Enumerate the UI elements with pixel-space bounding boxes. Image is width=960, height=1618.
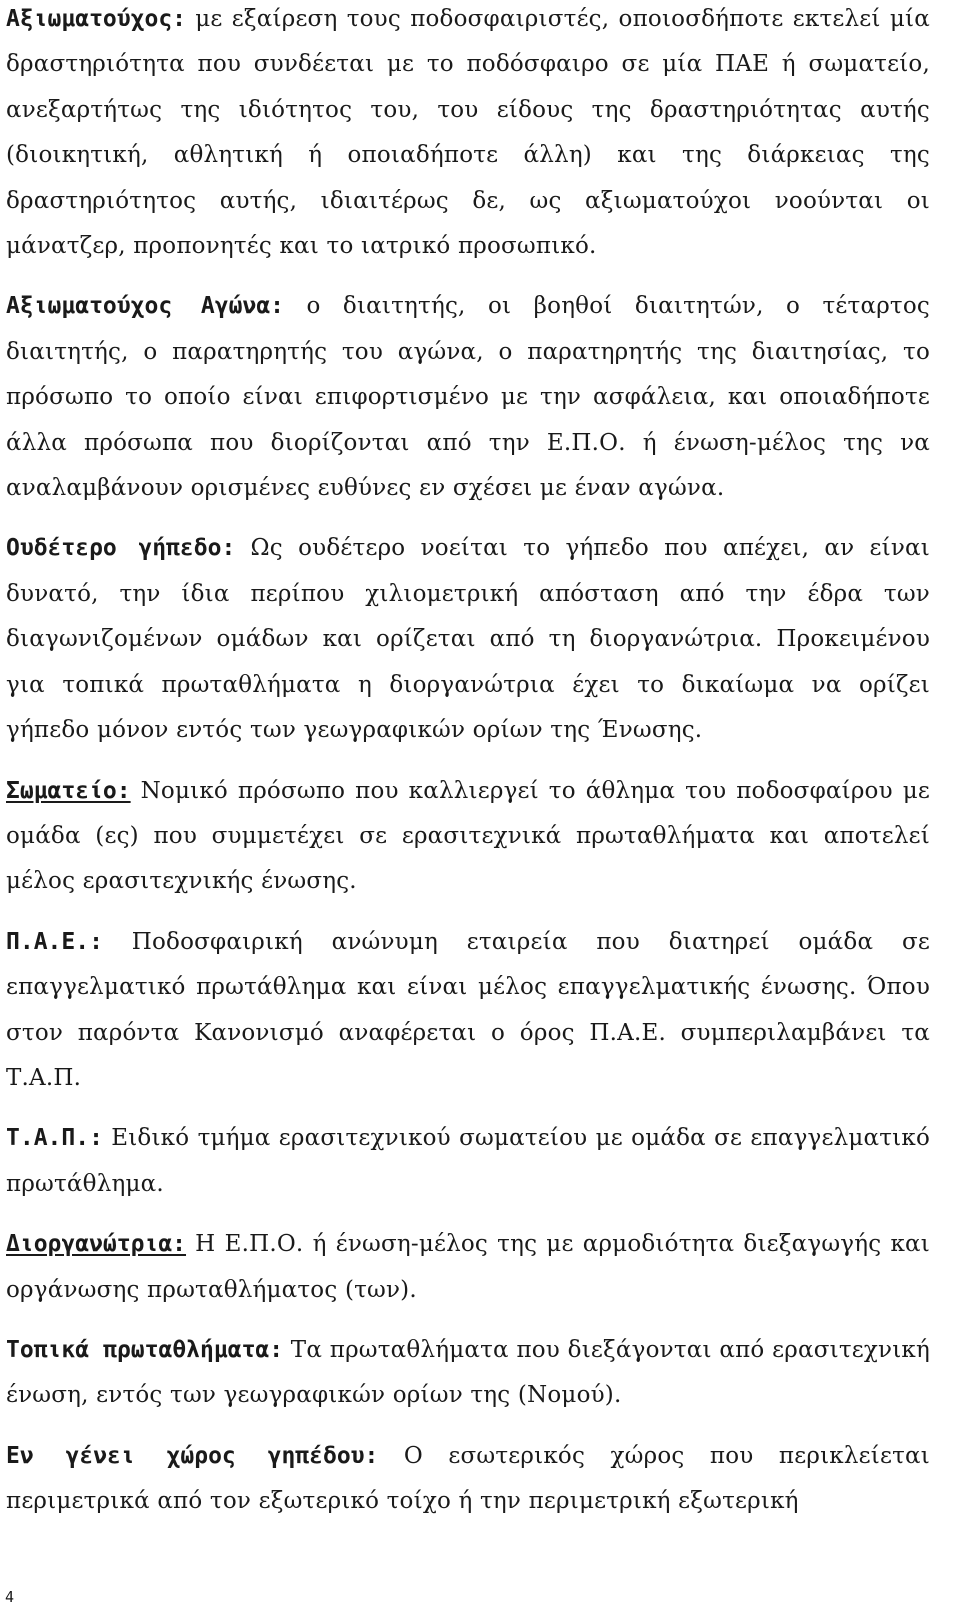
definition-term: Αξιωματούχος:: [6, 6, 187, 32]
definition-text: ο διαιτητής, οι βοηθοί διαιτητών, ο τέταρτος διαιτητής, ο παρατηρητής του αγώνα, ο παρατηρητής της διαιτησίας, το πρόσωπο το οποίο είναι επιφορτισμένο με την ασφάλεια, και οποιαδήποτε άλλα πρόσωπα που διορίζονται από την Ε.Π.Ο. ή ένωση-μέλος της να αναλαμβάνουν ορισμένες ευθύνες εν σχέσει με έναν αγώνα.: [6, 293, 930, 502]
definition-text: Ο εσωτερικός χώρος που περικλείεται περιμετρικά από τον εξωτερικό τοίχο ή την περιμετρική εξωτερική: [6, 1442, 930, 1515]
definition-text: Νομικό πρόσωπο που καλλιεργεί το άθλημα του ποδοσφαίρου με ομάδα (ες) που συμμετέχει σε ερασιτεχνικά πρωταθλήματα και αποτελεί μέλος ερασιτεχνικής ένωσης.: [6, 777, 930, 895]
definition-text: Ως ουδέτερο νοείται το γήπεδο που απέχει, αν είναι δυνατό, την ίδια περίπου χιλιομετρική απόσταση από την έδρα των διαγωνιζομένων ομάδων και ορίζεται από τη διοργανώτρια. Προκειμένου για τοπικά πρωταθλήματα η διοργανώτρια έχει το δικαίωμα να ορίζει γήπεδο μόνον εντός των γεωγραφικών ορίων της Ένωσης.: [6, 535, 930, 744]
definition-term: Τοπικά πρωταθλήματα:: [6, 1336, 284, 1363]
definition-term: Αξιωματούχος Αγώνα:: [6, 293, 285, 320]
definition-organizer: [6, 1222, 930, 1313]
definition-term: Εν γένει χώρος γηπέδου:: [6, 1442, 379, 1469]
document-page: [6, 0, 930, 1540]
definition-term: Π.Α.Ε.:: [6, 928, 103, 955]
definition-stadium-area: [6, 1434, 930, 1525]
definition-local-championships: [6, 1328, 930, 1419]
definition-term: Διοργανώτρια:: [6, 1231, 187, 1258]
definition-pae: [6, 920, 930, 1102]
definition-tap: [6, 1116, 930, 1207]
definition-term: Σωματείο:: [6, 777, 131, 804]
definition-term: Ουδέτερο γήπεδο:: [6, 535, 236, 562]
definition-text: Η Ε.Π.Ο. ή ένωση-μέλος της με αρμοδιότητα διεξαγωγής και οργάνωσης πρωταθλήματος (των).: [6, 1231, 930, 1303]
definition-match-official: [6, 284, 930, 511]
definition-term: Τ.Α.Π.:: [6, 1125, 103, 1152]
definition-text: Ειδικό τμήμα ερασιτεχνικού σωματείου με ομάδα σε επαγγελματικό πρωτάθλημα.: [6, 1125, 930, 1197]
definition-neutral-ground: [6, 526, 930, 753]
page-number: 4: [5, 1588, 15, 1606]
definition-text: Ποδοσφαιρική ανώνυμη εταιρεία που διατηρεί ομάδα σε επαγγελματικό πρωτάθλημα και είναι μέλος επαγγελματικής ένωσης. Όπου στον παρόντα Κανονισμό αναφέρεται ο όρος Π.Α.Ε. συμπεριλαμβάνει τα Τ.Α.Π.: [6, 928, 930, 1091]
definition-text: Τα πρωταθλήματα που διεξάγονται από ερασιτεχνική ένωση, εντός των γεωγραφικών ορίων της (Νομού).: [6, 1336, 930, 1409]
definition-text: με εξαίρεση τους ποδοσφαιριστές, οποιοσδήποτε εκτελεί μία δραστηριότητα που συνδέεται με το ποδόσφαιρο σε μία ΠΑΕ ή σωματείο, ανεξαρτήτως της ιδιότητος του, του είδους της δραστηριότητας αυτής (διοικητική, αθλητική ή οποιαδήποτε άλλη) και της διάρκειας της δραστηριότητος αυτής, ιδιαιτέρως δε, ως αξιωματούχοι νοούνται οι μάνατζερ, προπονητές και το ιατρικό προσωπικό.: [6, 6, 930, 260]
definition-club: [6, 769, 930, 905]
definition-official: [6, 0, 930, 269]
